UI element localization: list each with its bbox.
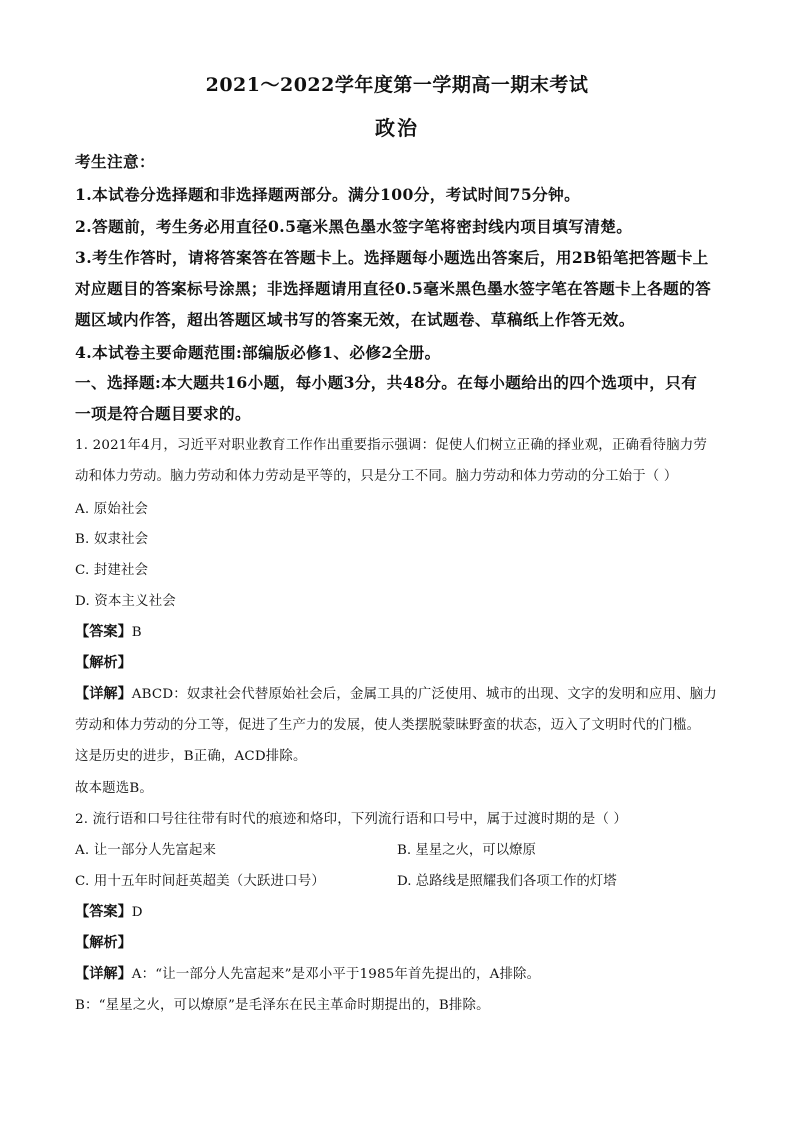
q2-option-a: A. 让一部分人先富起来 [75, 843, 217, 858]
q2-stem: 2. 流行语和口号往往带有时代的痕迹和烙印，下列流行语和口号中，属于过渡时期的是（ ） [75, 812, 628, 827]
section-heading-line-1: 一、选择题:本大题共16小题，每小题3分，共48分。在每小题给出的四个选项中，只有 [75, 373, 698, 392]
q1-option-c: C. 封建社会 [75, 563, 149, 578]
section-heading-line-2: 一项是符合题目要求的。 [75, 404, 251, 423]
q2-detail-line-1 [75, 963, 540, 983]
q2-detail-line-2: B：“星星之火，可以燎原”是毛泽东在民主革命时期提出的，B排除。 [75, 998, 490, 1013]
notice-heading: 考生注意： [75, 152, 155, 171]
answer-value: D [131, 905, 143, 920]
q1-detail-line-1 [75, 683, 717, 703]
notice-item-1: 1.本试卷分选择题和非选择题两部分。满分100分，考试时间75分钟。 [75, 185, 581, 204]
q2-answer [75, 901, 143, 921]
exam-subject: 政治 [375, 116, 419, 140]
answer-label: 【答案】 [75, 904, 132, 920]
q1-stem-line-1: 1. 2021年4月，习近平对职业教育工作作出重要指示强调：促使人们树立正确的择业观，正确看待脑力劳 [75, 438, 708, 453]
detail-label: 【详解】 [75, 686, 132, 702]
detail-text: A：“让一部分人先富起来”是邓小平于1985年首先提出的，A排除。 [131, 967, 541, 982]
q1-detail-line-3: 这是历史的进步，B正确，ACD排除。 [75, 749, 307, 764]
q1-detail-line-2: 劳动和体力劳动的分工等，促进了生产力的发展，使人类摆脱蒙昧野蛮的状态，迈入了文明时代的门槛。 [75, 718, 701, 733]
answer-label: 【答案】 [75, 624, 132, 640]
notice-item-4: 4.本试卷主要命题范围:部编版必修1、必修2全册。 [75, 343, 441, 362]
q2-option-c: C. 用十五年时间赶英超美（大跃进口号） [75, 874, 325, 889]
q1-analysis-label: 【解析】 [75, 655, 132, 671]
notice-item-2: 2.答题前，考生务必用直径0.5毫米黑色墨水签字笔将密封线内项目填写清楚。 [75, 217, 633, 236]
q1-option-b: B. 奴隶社会 [75, 532, 149, 547]
q2-analysis-label: 【解析】 [75, 935, 132, 951]
q1-option-d: D. 资本主义社会 [75, 594, 176, 609]
q1-option-a: A. 原始社会 [75, 502, 149, 517]
q1-answer [75, 621, 142, 641]
detail-label: 【详解】 [75, 966, 132, 982]
exam-title: 2021～2022学年度第一学期高一期末考试 [205, 74, 589, 96]
q1-stem-line-2: 动和体力劳动。脑力劳动和体力劳动是平等的，只是分工不同。脑力劳动和体力劳动的分工始于（ ） [75, 469, 678, 484]
q2-option-b: B. 星星之火，可以燎原 [397, 843, 536, 858]
notice-item-3-line-1: 3.考生作答时，请将答案答在答题卡上。选择题每小题选出答案后，用2B铅笔把答题卡上 [75, 248, 709, 267]
detail-text: ABCD：奴隶社会代替原始社会后，金属工具的广泛使用、城市的出现、文字的发明和应用、脑力 [131, 687, 717, 702]
q1-conclusion: 故本题选B。 [75, 781, 153, 796]
q2-option-d: D. 总路线是照耀我们各项工作的灯塔 [397, 874, 617, 889]
answer-value: B [131, 625, 142, 640]
notice-item-3-line-2: 对应题目的答案标号涂黑；非选择题请用直径0.5毫米黑色墨水签字笔在答题卡上各题的答 [75, 279, 712, 298]
notice-item-3-line-3: 题区域内作答，超出答题区域书写的答案无效，在试题卷、草稿纸上作答无效。 [75, 310, 635, 329]
